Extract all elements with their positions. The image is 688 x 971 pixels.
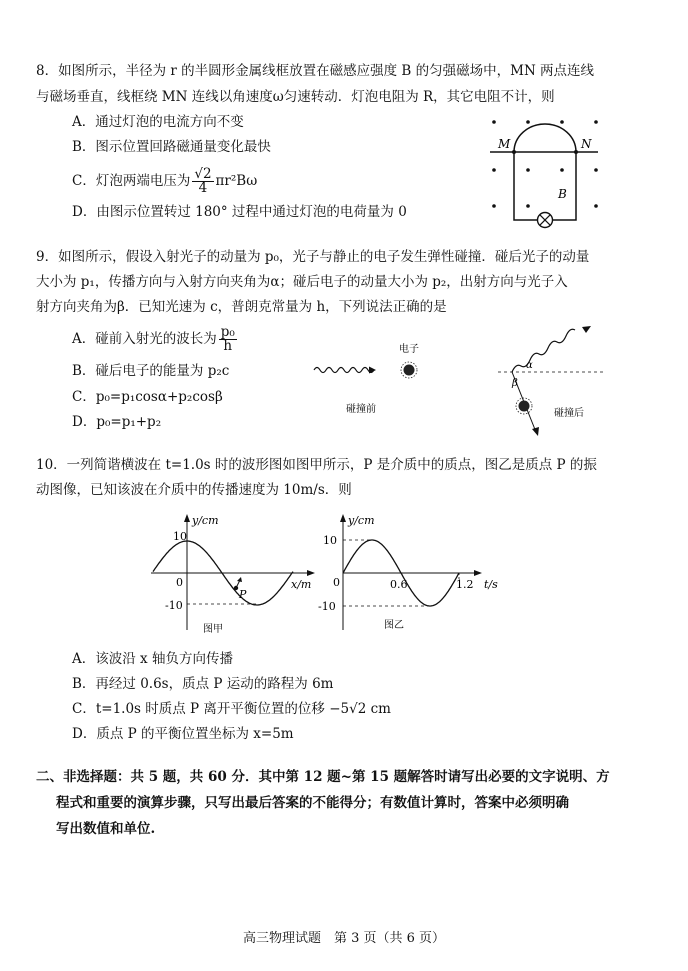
q9-stem-line2: 大小为 p₁，传播方向与入射方向夹角为α；碰后电子的动量大小为 p₂，出射方向与光子入 xyxy=(36,274,568,290)
fig-b-y-arrow-icon xyxy=(340,514,346,522)
q8-option-c-fraction xyxy=(192,168,213,195)
fig-b-tick-06: 0.6 xyxy=(390,578,408,591)
q10-option-a: A．该波沿 x 轴负方向传播 xyxy=(72,651,233,667)
fig-a-ylabel: y/cm xyxy=(192,514,219,527)
q10-figure-b xyxy=(312,510,507,638)
section2-line2: 程式和重要的演算步骤，只写出最后答案的不能得分；有数值计算时，答案中必须明确 xyxy=(56,795,569,811)
fig-a-p-arrow-icon xyxy=(237,577,242,582)
q8-option-b: B．图示位置回路磁通量变化最快 xyxy=(72,139,271,155)
fig-b-ylabel: y/cm xyxy=(348,514,375,527)
fig-b-y-bottom: -10 xyxy=(318,600,336,613)
fig-a-y-bottom: -10 xyxy=(165,599,183,612)
q9-figure-before xyxy=(306,340,431,420)
q10-figure-a xyxy=(145,510,325,638)
fig-a-caption: 图甲 xyxy=(203,624,223,635)
q9-option-a-fraction xyxy=(219,326,237,353)
label-n: N xyxy=(581,137,592,151)
q8-option-c xyxy=(72,166,257,196)
label-m: M xyxy=(498,137,511,151)
page-footer: 高三物理试题 第 3 页（共 6 页） xyxy=(242,931,446,946)
q8-stem-line2: 与磁场垂直，线框绕 MN 连线以角速度ω匀速转动．灯泡电阻为 R，其它电阻不计，则 xyxy=(36,89,555,105)
electron-icon xyxy=(401,362,417,378)
alpha-label: α xyxy=(526,360,533,371)
section2-line3: 写出数值和单位. xyxy=(56,821,156,837)
q8-option-c-suffix: πr²Bω xyxy=(215,173,258,189)
bulb-icon xyxy=(538,213,553,228)
beta-label: β xyxy=(512,378,518,389)
fig-a-origin: 0 xyxy=(176,576,183,589)
electron-arrow-icon xyxy=(532,427,539,436)
q9-stem-line1: 9．如图所示，假设入射光子的动量为 p₀，光子与静止的电子发生弹性碰撞．碰后光子的动量 xyxy=(36,249,590,265)
q9-figure-after xyxy=(494,318,609,443)
q9-option-a-num: p₀ xyxy=(220,324,235,340)
fig-b-origin: 0 xyxy=(333,576,340,589)
q9-option-c: C．p₀=p₁cosα+p₂cosβ xyxy=(72,389,223,405)
q10-option-b: B．再经过 0.6s，质点 P 运动的路程为 6m xyxy=(72,676,334,692)
fig-b-x-arrow-icon xyxy=(474,570,482,576)
q10-stem-line1: 10．一列简谐横波在 t=1.0s 时的波形图如图甲所示，P 是介质中的质点，图乙是质点 P 的振 xyxy=(36,457,597,473)
fig-a-p-label: P xyxy=(239,588,247,601)
semicircle-frame xyxy=(514,124,576,152)
magnetic-field-dots xyxy=(492,120,598,208)
q8-option-c-den: 4 xyxy=(198,180,208,196)
electron-label: 电子 xyxy=(399,344,419,355)
q8-option-c-num: √2 xyxy=(194,166,212,182)
fig-b-y-top: 10 xyxy=(323,534,337,547)
scattered-photon-arrow-icon xyxy=(582,326,591,333)
fig-b-caption: 图乙 xyxy=(384,620,404,631)
q8-option-a: A．通过灯泡的电流方向不变 xyxy=(72,114,244,130)
q10-option-c: C．t=1.0s 时质点 P 离开平衡位置的位移 −5√2 cm xyxy=(72,701,391,717)
section2-line1: 二、非选择题：共 5 题，共 60 分．其中第 12 题~第 15 题解答时请写出必要的文字说明、方 xyxy=(36,769,610,785)
q9-option-a-den: h xyxy=(223,338,233,354)
q8-stem-line1: 8．如图所示，半径为 r 的半圆形金属线框放置在磁感应强度 B 的匀强磁场中，MN 两点连线 xyxy=(36,63,595,79)
q9-option-a xyxy=(72,324,239,354)
fig-b-tick-12: 1.2 xyxy=(456,578,474,591)
q9-option-b: B．碰后电子的能量为 p₂c xyxy=(72,363,230,379)
incident-photon-wave xyxy=(314,368,374,373)
q8-option-d: D．由图示位置转过 180° 过程中通过灯泡的电荷量为 0 xyxy=(72,204,407,220)
q9-stem-line3: 射方向夹角为β．已知光速为 c，普朗克常量为 h，下列说法正确的是 xyxy=(36,299,447,315)
q10-stem-line2: 动图像，已知该波在介质中的传播速度为 10m/s．则 xyxy=(36,482,352,498)
label-b: B xyxy=(558,187,567,201)
frame-right-wire xyxy=(553,152,576,220)
scattered-electron-icon xyxy=(516,398,532,414)
q9-option-d: D．p₀=p₁+p₂ xyxy=(72,414,162,430)
scattered-photon-wave xyxy=(512,329,575,372)
before-label: 碰撞前 xyxy=(346,404,376,415)
frame-left-wire xyxy=(514,152,537,220)
after-label: 碰撞后 xyxy=(554,408,584,419)
q8-figure xyxy=(480,112,610,237)
fig-a-xlabel: x/m xyxy=(291,578,312,591)
q8-option-c-prefix: C．灯泡两端电压为 xyxy=(72,173,191,189)
fig-a-y-arrow-icon xyxy=(184,514,190,522)
fig-b-xlabel: t/s xyxy=(484,578,498,591)
q9-option-a-prefix: A．碰前入射光的波长为 xyxy=(72,331,217,347)
q10-option-d: D．质点 P 的平衡位置坐标为 x=5m xyxy=(72,726,294,742)
fig-a-y-top: 10 xyxy=(173,530,187,543)
